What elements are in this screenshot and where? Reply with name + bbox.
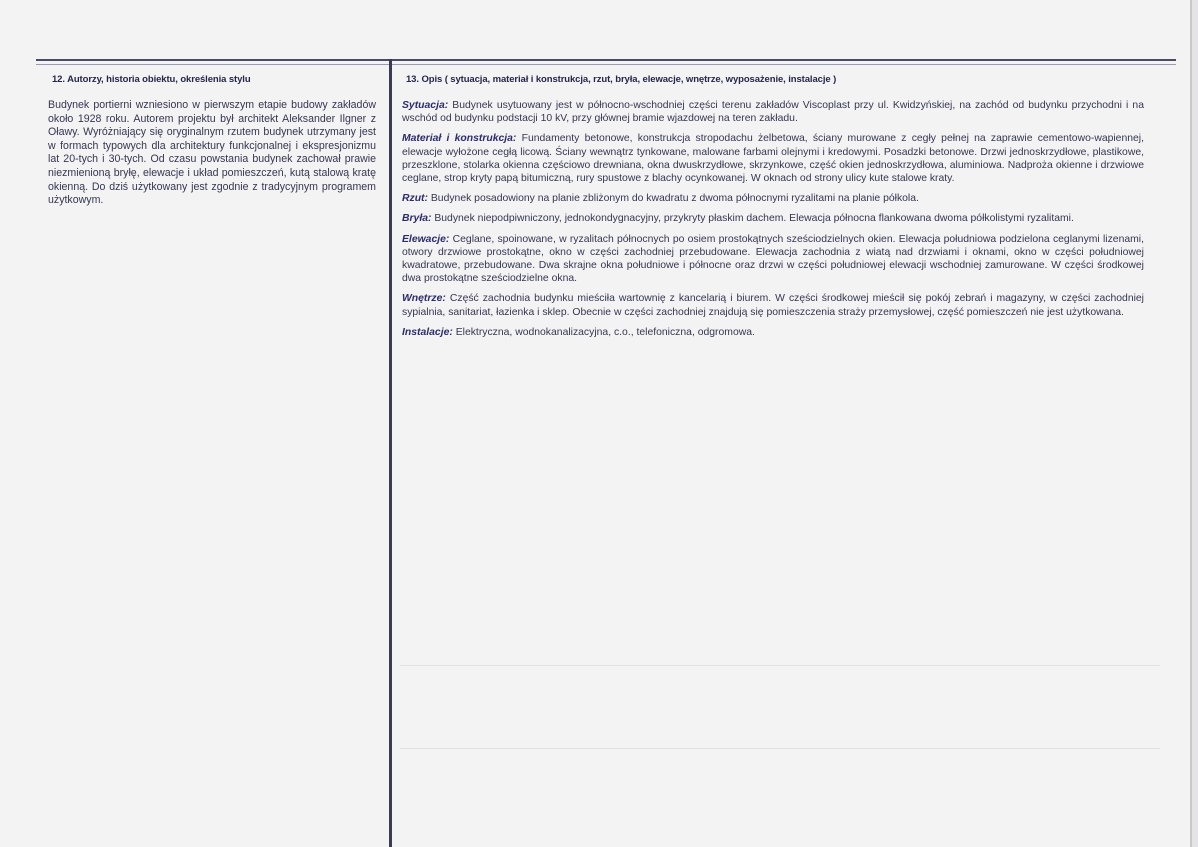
column-divider xyxy=(389,59,392,847)
paragraph-text: Ceglane, spoinowane, w ryzalitach północnych po osiem prostokątnych sześciodzielnych okien. Elewacja południowa podzielona ceglanymi lizenami, otwory drzwiowe prostokątne, okno w części zachodniej przebudowane. Elewacja zachodnia z wiatą nad drzwiami i oknami, okno w części południowej kwadratowe, przebudowane. Dwa skrajne okna południowe i północne oraz drzwi w części południowej elewacji wschodniej zamurowane. W części środkowej dwa prostokątne sześciodzielne okna. xyxy=(402,233,1144,285)
section-12 xyxy=(48,74,376,208)
paragraph-text: Elektryczna, wodnokanalizacyjna, c.o., telefoniczna, odgromowa. xyxy=(452,326,755,338)
section-13-heading: 13. Opis ( sytuacja, materiał i konstrukcja, rzut, bryła, elewacje, wnętrze, wyposażenie, instalacje ) xyxy=(406,74,837,85)
faint-line xyxy=(400,748,1160,749)
paragraph-label: Materiał i konstrukcja: xyxy=(402,133,517,145)
paragraph-text: Część zachodnia budynku mieściła wartownię z kancelarią i biurem. W części środkowej mieścił się pokój zebrań i magazyny, w części zachodniej sypialnia, sanitariat, łazienka i sklep. Obecnie w części zachodniej znajdują się pomieszczenia straży przemysłowej, część pomieszczeń nie jest użytkowana. xyxy=(402,293,1144,318)
paragraph-label: Bryła: xyxy=(402,213,432,225)
top-rule-thin xyxy=(36,64,1176,65)
paragraph-text: Budynek posadowiony na planie zbliżonym do kwadratu z dwoma północnymi ryzalitami na planie półkola. xyxy=(427,193,919,205)
paragraph-label: Wnętrze: xyxy=(402,293,446,305)
paragraph-label: Sytuacja: xyxy=(402,100,449,111)
paragraph-bryla xyxy=(402,212,1144,225)
section-12-text: Budynek portierni wzniesiono w pierwszym etapie budowy zakładów około 1928 roku. Autorem projektu był architekt Aleksander Ilgner z Oławy. Wyróżniający się oryginalnym rzutem budynek utrzymany jest w formach typowych dla architektury funkcjonalnej i ekspresjonizmu lat 20-tych i 30-tych. Od czasu powstania budynek zachował prawie niezmienioną bryłę, elewacje i układ pomieszczeń, kutą stalową kratę okienną. Do dziś użytkowany jest zgodnie z tradycyjnym programem użytkowym. xyxy=(48,99,376,207)
paragraph-rzut xyxy=(402,192,1144,205)
paragraph-text: Fundamenty betonowe, konstrukcja stropodachu żelbetowa, ściany murowane z cegły pełnej na zaprawie cementowo-wapiennej, elewacje wyłożone cegłą licową. Ściany wewnątrz tynkowane, malowane farbami olejnymi i kredowymi. Posadzki betonowe. Drzwi jednoskrzydłowe, plastikowe, przeszklone, stolarka okienna częściowo drewniana, okna dwuskrzydłowe, skrzynkowe, część okien jednoskrzydłowa, aluminiowa. Nadproża okienne i drzwiowe ceglane, strop kryty papą bitumiczną, rury spustowe z blachy ocynkowanej. W oknach od strony ulicy kute stalowe kraty. xyxy=(402,133,1144,185)
top-rule xyxy=(36,59,1176,61)
paragraph-text: Budynek niepodpiwniczony, jednokondygnacyjny, przykryty płaskim dachem. Elewacja północna flankowana dwoma półkolistymi ryzalitami. xyxy=(431,213,1074,225)
section-13 xyxy=(402,74,1144,346)
paragraph-label: Rzut: xyxy=(402,193,428,205)
paragraph-material xyxy=(402,132,1144,185)
faint-line xyxy=(400,665,1160,666)
section-12-heading: 12. Autorzy, historia obiektu, określenia stylu xyxy=(52,74,251,85)
paragraph-wnetrze xyxy=(402,292,1144,318)
paragraph-text: Budynek usytuowany jest w północno-wschodniej części terenu zakładów Viscoplast przy ul. Kwidzyńskiej, na zachód od budynku przychodni i na wschód od budynku podstacji 10 kV, przy głównej bramie wjazdowej na teren zakładu. xyxy=(402,100,1144,125)
paragraph-sytuacja xyxy=(402,99,1144,125)
paragraph-elewacje xyxy=(402,233,1144,286)
paragraph-label: Instalacje: xyxy=(402,326,453,338)
paragraph-label: Elewacje: xyxy=(402,233,450,245)
paragraph-instalacje xyxy=(402,326,1144,339)
